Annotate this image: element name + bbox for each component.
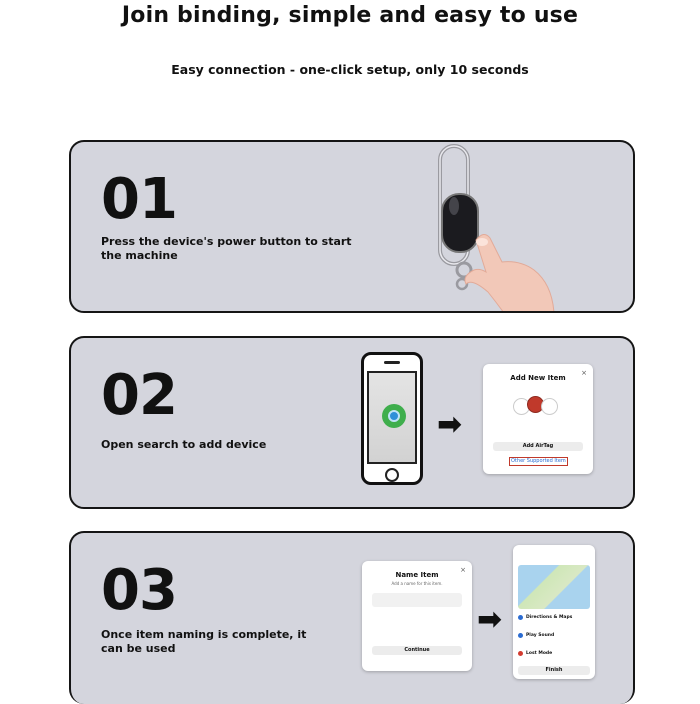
tracker-body <box>442 194 478 252</box>
step-description <box>101 438 266 452</box>
finger-hand <box>465 234 554 313</box>
finish-button[interactable]: Finish <box>518 666 590 675</box>
sheet-title: Add New Item <box>510 374 566 382</box>
step-card-2 <box>69 336 635 509</box>
other-supported-item-link[interactable]: Other Supported Item <box>511 458 566 464</box>
phone-screen <box>367 371 417 464</box>
fingernail <box>476 238 488 246</box>
step-number: 02 <box>101 363 177 428</box>
add-new-item-sheet <box>483 364 593 474</box>
option-play-sound[interactable]: Play Sound <box>526 633 555 638</box>
item-ready-sheet <box>513 545 595 679</box>
close-icon[interactable]: × <box>460 566 466 574</box>
option-lost-mode[interactable]: Lost Mode <box>526 651 553 656</box>
sheet-subtitle: Add a name for this item. <box>391 581 443 586</box>
name-input[interactable] <box>372 593 462 607</box>
step-card-3 <box>69 531 635 704</box>
phone-home-button <box>385 468 399 482</box>
step-description-line: can be used <box>101 642 176 655</box>
phone-speaker <box>384 361 400 364</box>
step-number: 03 <box>101 558 177 623</box>
step-description <box>101 628 306 656</box>
sheet-title: Name Item <box>395 571 439 579</box>
step-description-line: Open search to add device <box>101 438 267 451</box>
step-card-1 <box>69 140 635 313</box>
continue-button[interactable]: Continue <box>372 646 462 655</box>
option-directions[interactable]: Directions & Maps <box>526 615 573 620</box>
map-image <box>518 565 590 609</box>
find-my-icon <box>382 404 406 428</box>
tracker-shine <box>449 197 459 215</box>
keychain-tracker-illustration <box>426 142 566 313</box>
step-description-line: the machine <box>101 249 178 262</box>
tag-image <box>541 398 558 415</box>
page-title: Join binding, simple and easy to use <box>121 3 579 28</box>
step-description-line: Once item naming is complete, it <box>101 628 307 641</box>
page-subtitle: Easy connection - one-click setup, only 10 seconds <box>171 62 529 77</box>
step-description <box>101 235 352 263</box>
name-item-sheet <box>362 561 472 671</box>
right-arrow-icon: ➡ <box>437 407 463 442</box>
lost-mode-icon <box>518 651 523 656</box>
phone-illustration <box>361 352 423 485</box>
right-arrow-icon: ➡ <box>477 602 503 637</box>
close-icon[interactable]: × <box>581 369 587 377</box>
add-airtag-button[interactable]: Add AirTag <box>493 442 583 451</box>
sound-icon <box>518 633 523 638</box>
step-description-line: Press the device's power button to start <box>101 235 352 248</box>
directions-icon <box>518 615 523 620</box>
step-number: 01 <box>101 167 177 232</box>
